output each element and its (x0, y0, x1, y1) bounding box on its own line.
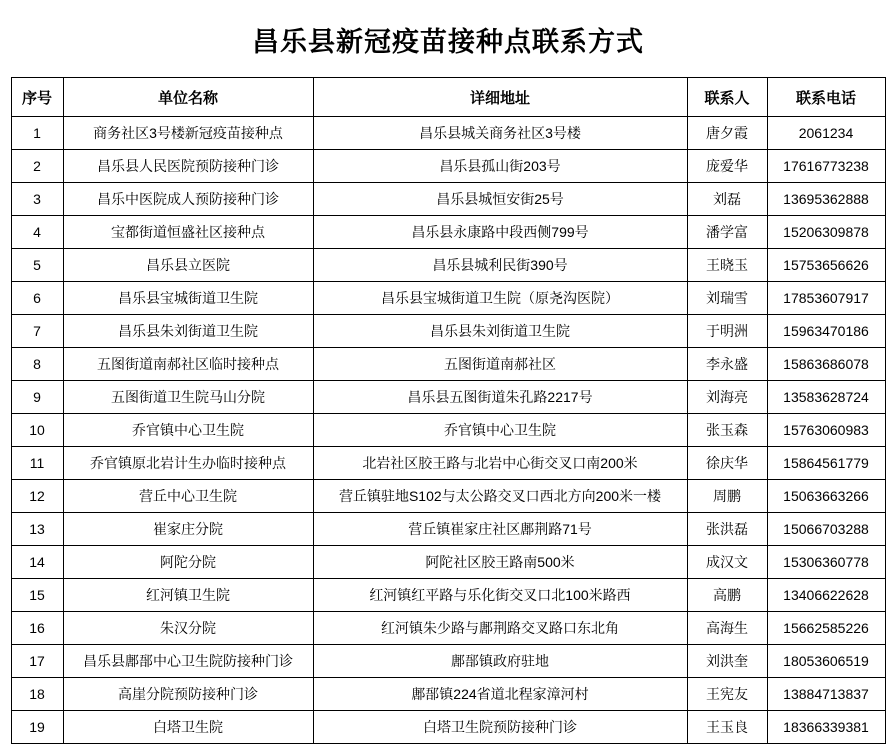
cell-unit-name: 五图街道卫生院马山分院 (63, 381, 313, 414)
table-row (11, 381, 885, 414)
table-row (11, 645, 885, 678)
cell-index: 8 (11, 348, 63, 381)
cell-index: 9 (11, 381, 63, 414)
cell-unit-name: 商务社区3号楼新冠疫苗接种点 (63, 117, 313, 150)
table-row (11, 711, 885, 744)
cell-phone: 18366339381 (767, 711, 885, 744)
cell-phone: 15753656626 (767, 249, 885, 282)
cell-index: 19 (11, 711, 63, 744)
table-row (11, 678, 885, 711)
cell-contact-person: 张洪磊 (687, 513, 767, 546)
table-row (11, 447, 885, 480)
table-header (11, 78, 885, 117)
table-row (11, 546, 885, 579)
table-row (11, 315, 885, 348)
cell-index: 10 (11, 414, 63, 447)
cell-phone: 15066703288 (767, 513, 885, 546)
table-row (11, 348, 885, 381)
cell-unit-name: 乔官镇原北岩计生办临时接种点 (63, 447, 313, 480)
cell-unit-name: 白塔卫生院 (63, 711, 313, 744)
cell-unit-name: 朱汉分院 (63, 612, 313, 645)
cell-contact-person: 王宪友 (687, 678, 767, 711)
cell-address: 红河镇红平路与乐化街交叉口北100米路西 (313, 579, 687, 612)
cell-address: 昌乐县城关商务社区3号楼 (313, 117, 687, 150)
column-header-contact-person: 联系人 (687, 78, 767, 117)
cell-phone: 17616773238 (767, 150, 885, 183)
cell-contact-person: 刘磊 (687, 183, 767, 216)
cell-unit-name: 昌乐中医院成人预防接种门诊 (63, 183, 313, 216)
cell-phone: 15206309878 (767, 216, 885, 249)
table-row (11, 480, 885, 513)
cell-phone: 13884713837 (767, 678, 885, 711)
table-header-row (11, 78, 885, 117)
table-row (11, 612, 885, 645)
cell-contact-person: 王晓玉 (687, 249, 767, 282)
cell-contact-person: 刘瑞雪 (687, 282, 767, 315)
cell-index: 16 (11, 612, 63, 645)
cell-contact-person: 高海生 (687, 612, 767, 645)
cell-phone: 15863686078 (767, 348, 885, 381)
table-row (11, 183, 885, 216)
cell-unit-name: 昌乐县人民医院预防接种门诊 (63, 150, 313, 183)
cell-phone: 15963470186 (767, 315, 885, 348)
vaccination-sites-table (11, 77, 886, 744)
cell-index: 7 (11, 315, 63, 348)
table-row (11, 249, 885, 282)
cell-contact-person: 刘洪奎 (687, 645, 767, 678)
cell-phone: 17853607917 (767, 282, 885, 315)
cell-index: 11 (11, 447, 63, 480)
cell-index: 4 (11, 216, 63, 249)
cell-contact-person: 李永盛 (687, 348, 767, 381)
cell-contact-person: 王玉良 (687, 711, 767, 744)
cell-contact-person: 潘学富 (687, 216, 767, 249)
cell-index: 5 (11, 249, 63, 282)
table-row (11, 579, 885, 612)
cell-unit-name: 昌乐县朱刘街道卫生院 (63, 315, 313, 348)
cell-unit-name: 高崖分院预防接种门诊 (63, 678, 313, 711)
cell-address: 昌乐县宝城街道卫生院（原尧沟医院） (313, 282, 687, 315)
cell-contact-person: 刘海亮 (687, 381, 767, 414)
cell-phone: 15662585226 (767, 612, 885, 645)
cell-unit-name: 崔家庄分院 (63, 513, 313, 546)
cell-address: 乔官镇中心卫生院 (313, 414, 687, 447)
cell-address: 红河镇朱少路与鄌荆路交叉路口东北角 (313, 612, 687, 645)
cell-contact-person: 庞爱华 (687, 150, 767, 183)
cell-contact-person: 唐夕霞 (687, 117, 767, 150)
cell-contact-person: 高鹏 (687, 579, 767, 612)
cell-index: 1 (11, 117, 63, 150)
table-row (11, 414, 885, 447)
cell-unit-name: 昌乐县立医院 (63, 249, 313, 282)
column-header-address: 详细地址 (313, 78, 687, 117)
cell-unit-name: 昌乐县鄌郚中心卫生院防接种门诊 (63, 645, 313, 678)
cell-address: 昌乐县孤山街203号 (313, 150, 687, 183)
column-header-phone: 联系电话 (767, 78, 885, 117)
cell-phone: 13695362888 (767, 183, 885, 216)
table-body (11, 117, 885, 744)
cell-phone: 13583628724 (767, 381, 885, 414)
cell-phone: 15864561779 (767, 447, 885, 480)
cell-phone: 2061234 (767, 117, 885, 150)
cell-index: 6 (11, 282, 63, 315)
cell-index: 15 (11, 579, 63, 612)
cell-phone: 15763060983 (767, 414, 885, 447)
cell-unit-name: 宝都街道恒盛社区接种点 (63, 216, 313, 249)
table-row (11, 282, 885, 315)
cell-phone: 18053606519 (767, 645, 885, 678)
cell-address: 昌乐县城利民街390号 (313, 249, 687, 282)
cell-contact-person: 徐庆华 (687, 447, 767, 480)
cell-contact-person: 于明洲 (687, 315, 767, 348)
cell-contact-person: 张玉森 (687, 414, 767, 447)
cell-address: 昌乐县永康路中段西侧799号 (313, 216, 687, 249)
cell-address: 鄌郚镇224省道北程家漳河村 (313, 678, 687, 711)
column-header-index: 序号 (11, 78, 63, 117)
cell-contact-person: 周鹏 (687, 480, 767, 513)
table-row (11, 117, 885, 150)
cell-address: 营丘镇驻地S102与太公路交叉口西北方向200米一楼 (313, 480, 687, 513)
cell-address: 五图街道南郝社区 (313, 348, 687, 381)
cell-address: 昌乐县五图街道朱孔路2217号 (313, 381, 687, 414)
cell-index: 2 (11, 150, 63, 183)
cell-phone: 15306360778 (767, 546, 885, 579)
table-row (11, 150, 885, 183)
cell-phone: 13406622628 (767, 579, 885, 612)
cell-phone: 15063663266 (767, 480, 885, 513)
cell-unit-name: 昌乐县宝城街道卫生院 (63, 282, 313, 315)
cell-contact-person: 成汉文 (687, 546, 767, 579)
cell-unit-name: 乔官镇中心卫生院 (63, 414, 313, 447)
cell-index: 13 (11, 513, 63, 546)
cell-index: 12 (11, 480, 63, 513)
cell-unit-name: 五图街道南郝社区临时接种点 (63, 348, 313, 381)
table-row (11, 216, 885, 249)
cell-address: 鄌郚镇政府驻地 (313, 645, 687, 678)
cell-address: 昌乐县城恒安街25号 (313, 183, 687, 216)
cell-address: 昌乐县朱刘街道卫生院 (313, 315, 687, 348)
cell-address: 阿陀社区胶王路南500米 (313, 546, 687, 579)
cell-index: 18 (11, 678, 63, 711)
cell-index: 3 (11, 183, 63, 216)
column-header-unit-name: 单位名称 (63, 78, 313, 117)
cell-unit-name: 营丘中心卫生院 (63, 480, 313, 513)
cell-index: 17 (11, 645, 63, 678)
table-row (11, 513, 885, 546)
cell-unit-name: 红河镇卫生院 (63, 579, 313, 612)
cell-address: 北岩社区胶王路与北岩中心街交叉口南200米 (313, 447, 687, 480)
cell-address: 白塔卫生院预防接种门诊 (313, 711, 687, 744)
cell-index: 14 (11, 546, 63, 579)
cell-address: 营丘镇崔家庄社区鄌荆路71号 (313, 513, 687, 546)
page-title: 昌乐县新冠疫苗接种点联系方式 (252, 27, 644, 57)
cell-unit-name: 阿陀分院 (63, 546, 313, 579)
